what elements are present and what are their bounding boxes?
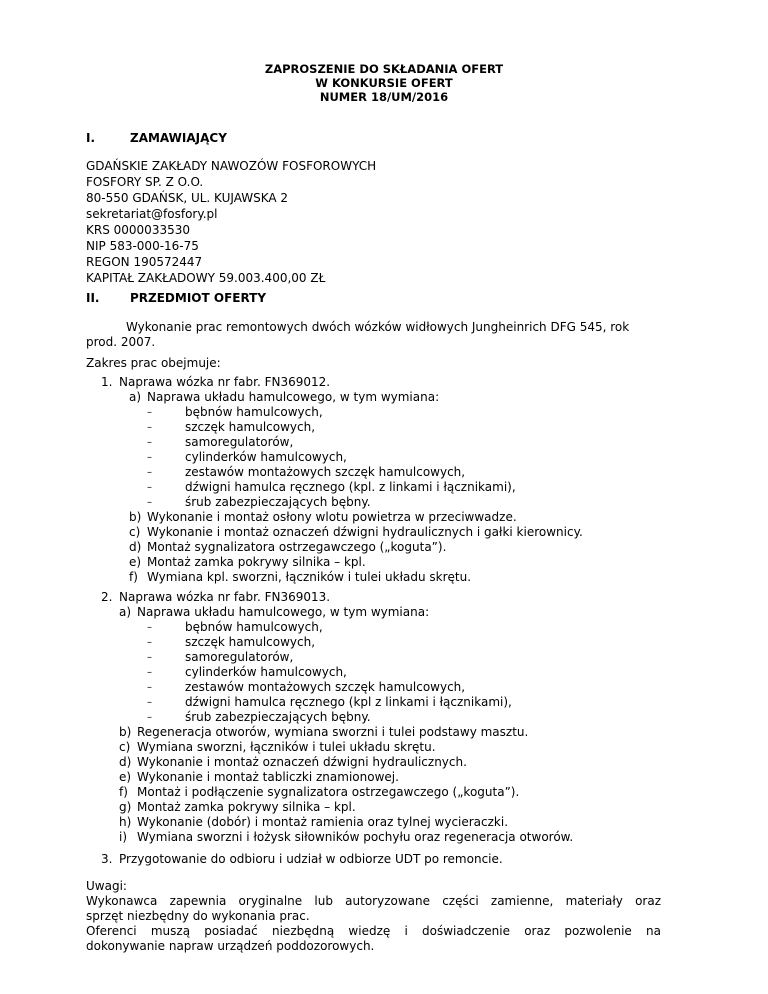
list-item-text: Naprawa wózka nr fabr. FN369013.	[119, 590, 331, 604]
sub-item-text: Wykonanie (dobór) i montaż ramienia oraz tylnej wycieraczki.	[137, 815, 509, 829]
document-title-line-1: ZAPROSZENIE DO SKŁADANIA OFERT	[264, 62, 504, 76]
dash-marker: –	[147, 452, 152, 463]
document-title-line-2: W KONKURSIE OFERT	[315, 76, 453, 90]
dash-item-text: samoregulatorów,	[185, 650, 294, 664]
sub-item-text: Montaż sygnalizatora ostrzegawczego („koguta”).	[147, 540, 447, 554]
section-2-number: II.	[86, 291, 100, 305]
intro-line-1: Wykonanie prac remontowych dwóch wózków widłowych Jungheinrich DFG 545, rok	[126, 320, 630, 334]
dash-marker: –	[147, 467, 152, 478]
notes-line-1: Wykonawca zapewnia oryginalne lub autoryzowane części zamienne, materiały oraz	[86, 894, 661, 908]
sub-item-text: Regeneracja otworów, wymiana sworzni i tulei podstawy masztu.	[137, 725, 529, 739]
sub-item-marker: b)	[129, 510, 142, 524]
sub-item-text: Naprawa układu hamulcowego, w tym wymiana:	[147, 390, 440, 404]
section-1-title: ZAMAWIAJĄCY	[130, 131, 227, 145]
notes-label: Uwagi:	[86, 879, 127, 893]
sub-item-text: Montaż i podłączenie sygnalizatora ostrzegawczego („koguta”).	[137, 785, 520, 799]
sub-item-marker: a)	[119, 605, 132, 619]
dash-marker: –	[147, 482, 152, 493]
list-item-text: Przygotowanie do odbioru i udział w odbiorze UDT po remoncie.	[119, 852, 503, 866]
dash-marker: –	[147, 422, 152, 433]
dash-marker: –	[147, 637, 152, 648]
list-item-text: Naprawa wózka nr fabr. FN369012.	[119, 375, 331, 389]
sub-item-marker: d)	[119, 755, 132, 769]
dash-item-text: samoregulatorów,	[185, 435, 294, 449]
sub-item-marker: f)	[129, 570, 138, 584]
sub-item-text: Wymiana kpl. sworzni, łączników i tulei układu skrętu.	[147, 570, 472, 584]
dash-item-text: bębnów hamulcowych,	[185, 620, 323, 634]
sub-item-marker: f)	[119, 785, 128, 799]
dash-marker: –	[147, 682, 152, 693]
buyer-capital-line: KAPITAŁ ZAKŁADOWY 59.003.400,00 ZŁ	[86, 271, 326, 285]
notes-line-3: Oferenci muszą posiadać niezbędną wiedzę i doświadczenie oraz pozwolenie na	[86, 924, 661, 938]
sub-item-marker: d)	[129, 540, 142, 554]
sub-item-text: Wykonanie i montaż osłony wlotu powietrza w przeciwwadze.	[147, 510, 517, 524]
buyer-address-line: 80-550 GDAŃSK, UL. KUJAWSKA 2	[86, 191, 289, 205]
intro-line-2: prod. 2007.	[86, 335, 156, 349]
sub-item-text: Wymiana sworzni i łożysk siłowników pochyłu oraz regeneracja otworów.	[137, 830, 574, 844]
sub-item-text: Montaż zamka pokrywy silnika – kpl.	[137, 800, 356, 814]
dash-marker: –	[147, 497, 152, 508]
sub-item-marker: e)	[129, 555, 142, 569]
dash-item-text: dźwigni hamulca ręcznego (kpl. z linkami i łącznikami),	[185, 480, 516, 494]
dash-item-text: śrub zabezpieczających bębny.	[185, 495, 371, 509]
sub-item-text: Montaż zamka pokrywy silnika – kpl.	[147, 555, 366, 569]
list-item-marker: 2.	[101, 590, 113, 604]
dash-marker: –	[147, 667, 152, 678]
dash-item-text: zestawów montażowych szczęk hamulcowych,	[185, 680, 466, 694]
dash-marker: –	[147, 407, 152, 418]
sub-item-marker: e)	[119, 770, 132, 784]
sub-item-marker: i)	[119, 830, 128, 844]
dash-item-text: zestawów montażowych szczęk hamulcowych,	[185, 465, 466, 479]
dash-marker: –	[147, 697, 152, 708]
dash-item-text: cylinderków hamulcowych,	[185, 665, 347, 679]
scope-label: Zakres prac obejmuje:	[86, 356, 221, 370]
buyer-regon-line: REGON 190572447	[86, 255, 203, 269]
sub-item-marker: g)	[119, 800, 132, 814]
list-item-marker: 1.	[101, 375, 113, 389]
dash-marker: –	[147, 437, 152, 448]
sub-item-marker: c)	[119, 740, 131, 754]
notes-line-4: dokonywanie napraw urządzeń poddozorowych.	[86, 939, 375, 953]
dash-item-text: cylinderków hamulcowych,	[185, 450, 347, 464]
sub-item-text: Wykonanie i montaż tabliczki znamionowej.	[137, 770, 399, 784]
sub-item-marker: a)	[129, 390, 142, 404]
sub-item-text: Wymiana sworzni, łączników i tulei układu skrętu.	[137, 740, 436, 754]
dash-marker: –	[147, 622, 152, 633]
sub-item-text: Wykonanie i montaż oznaczeń dźwigni hydraulicznych i gałki kierownicy.	[147, 525, 583, 539]
list-item-marker: 3.	[101, 852, 113, 866]
dash-item-text: szczęk hamulcowych,	[185, 635, 316, 649]
section-1-number: I.	[86, 131, 96, 145]
buyer-email-line: sekretariat@fosfory.pl	[86, 207, 218, 221]
buyer-nip-line: NIP 583-000-16-75	[86, 239, 199, 253]
sub-item-text: Wykonanie i montaż oznaczeń dźwigni hydraulicznych.	[137, 755, 467, 769]
sub-item-marker: b)	[119, 725, 132, 739]
sub-item-text: Naprawa układu hamulcowego, w tym wymiana:	[137, 605, 430, 619]
sub-item-marker: c)	[129, 525, 141, 539]
section-2-title: PRZEDMIOT OFERTY	[130, 291, 267, 305]
notes-line-2: sprzęt niezbędny do wykonania prac.	[86, 909, 310, 923]
dash-marker: –	[147, 652, 152, 663]
sub-item-marker: h)	[119, 815, 132, 829]
dash-item-text: śrub zabezpieczających bębny.	[185, 710, 371, 724]
dash-item-text: dźwigni hamulca ręcznego (kpl z linkami i łącznikami),	[185, 695, 512, 709]
buyer-company-line: FOSFORY SP. Z O.O.	[86, 175, 204, 189]
buyer-name-line: GDAŃSKIE ZAKŁADY NAWOZÓW FOSFOROWYCH	[86, 159, 377, 173]
dash-item-text: bębnów hamulcowych,	[185, 405, 323, 419]
document-title-line-3: NUMER 18/UM/2016	[319, 90, 449, 104]
dash-item-text: szczęk hamulcowych,	[185, 420, 316, 434]
dash-marker: –	[147, 712, 152, 723]
buyer-krs-line: KRS 0000033530	[86, 223, 190, 237]
